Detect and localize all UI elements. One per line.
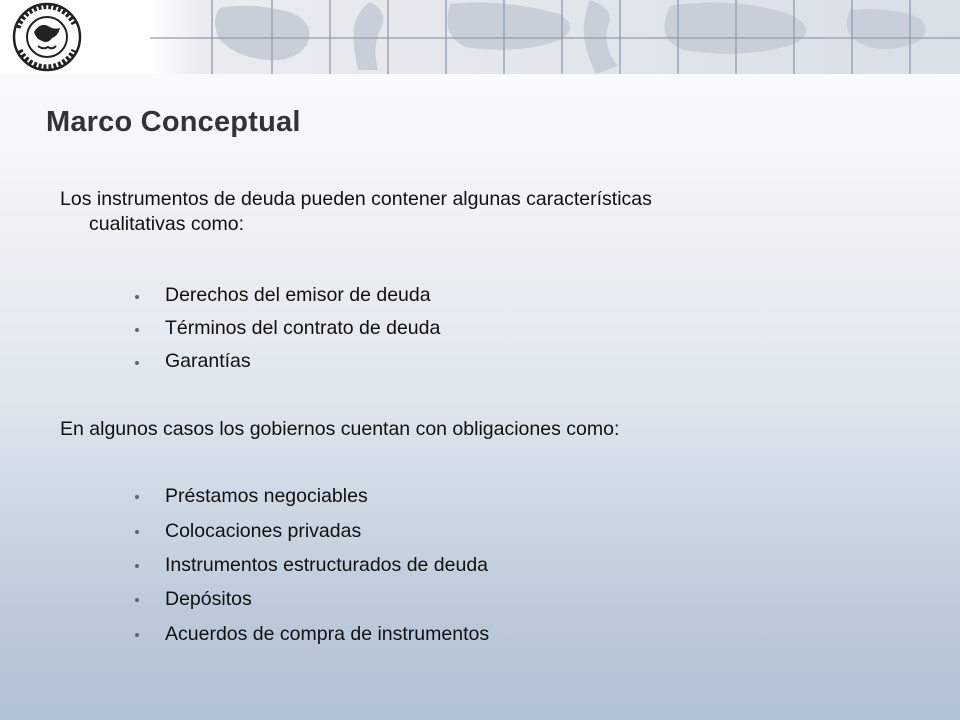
bullet-dot [135, 598, 139, 602]
intro-line-1: Los instrumentos de deuda pueden contener algunas características [60, 188, 652, 210]
intro-paragraph [60, 187, 903, 237]
list-item: Depósitos [165, 588, 252, 610]
bullet-dot [135, 361, 139, 365]
bullet-dot [135, 633, 139, 637]
list-item: Acuerdos de compra de instrumentos [165, 623, 490, 645]
world-map-icon [150, 0, 960, 74]
bullet-dot [135, 328, 139, 332]
bullet-dot [135, 530, 139, 534]
list-item: Instrumentos estructurados de deuda [165, 554, 489, 576]
bullet-dot [135, 564, 139, 568]
header-banner [0, 0, 960, 74]
intro-line-2: cualitativas como: [89, 213, 244, 235]
list-item: Derechos del emisor de deuda [165, 284, 431, 306]
second-intro-paragraph: En algunos casos los gobiernos cuentan con obligaciones como: [60, 418, 620, 440]
list-item: Colocaciones privadas [165, 520, 362, 542]
bullet-dot [135, 295, 139, 299]
slide-title: Marco Conceptual [46, 106, 301, 138]
list-item: Préstamos negociables [165, 485, 368, 507]
list-item: Términos del contrato de deuda [165, 317, 441, 339]
list-item: Garantías [165, 350, 251, 372]
imf-seal-icon [4, 2, 90, 72]
bullet-dot [135, 495, 139, 499]
